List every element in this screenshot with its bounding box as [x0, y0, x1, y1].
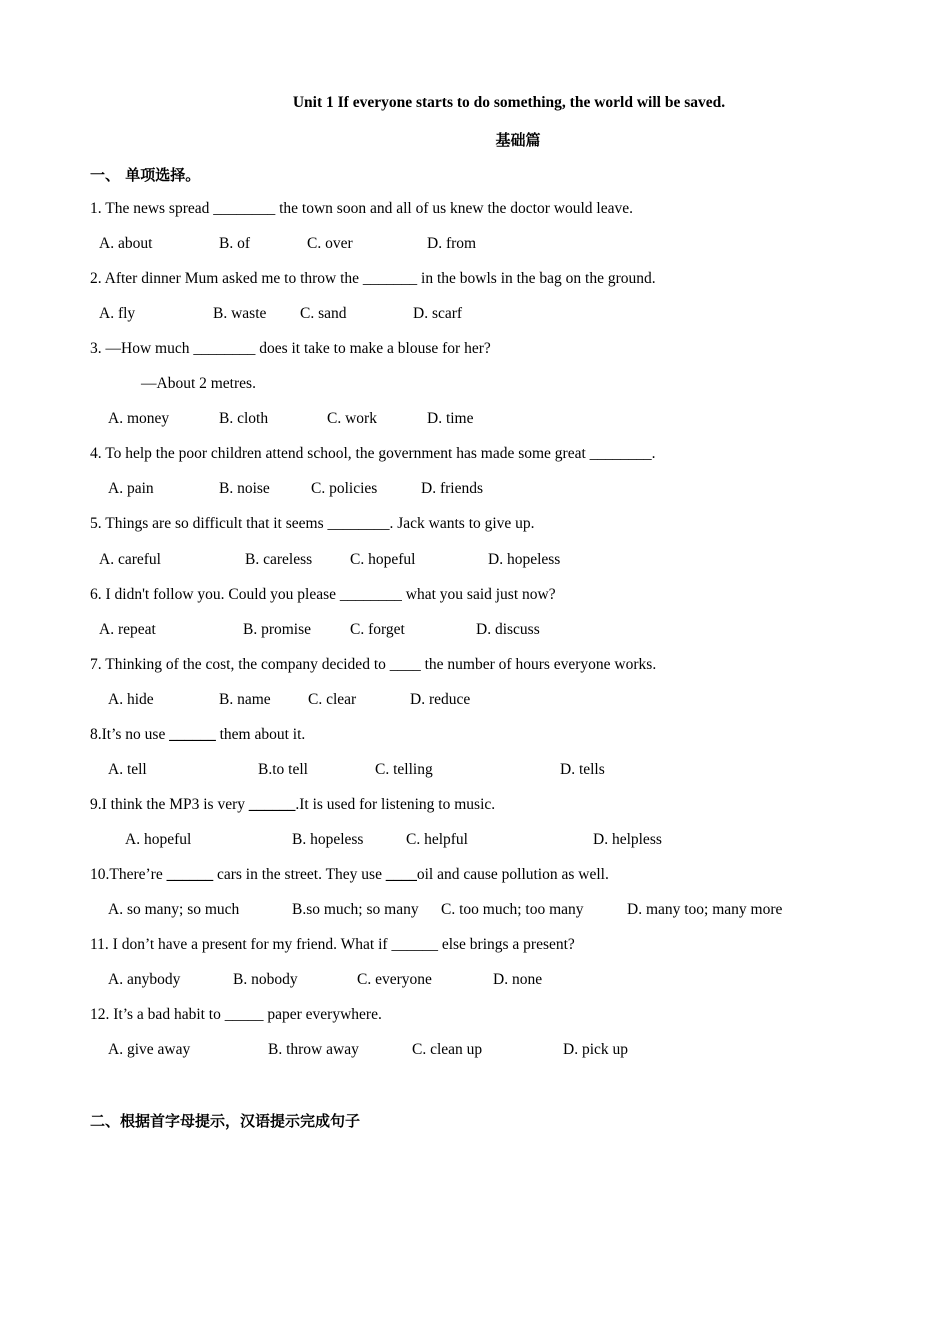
option: C. work	[327, 410, 377, 427]
option: A. pain	[108, 480, 154, 497]
question-text: 8.It’s no use	[90, 726, 170, 743]
answer-blank: ______	[166, 866, 214, 883]
option: C. policies	[311, 480, 378, 497]
section-heading-1: 一、 单项选择。	[90, 166, 201, 184]
option: A. fly	[99, 305, 136, 322]
option: A. about	[99, 235, 153, 252]
option: B. nobody	[233, 971, 298, 988]
option: D. hopeless	[488, 551, 561, 568]
answer-blank: ______	[169, 726, 216, 743]
option: C. everyone	[357, 971, 432, 988]
option: D. tells	[560, 761, 605, 778]
option: D. helpless	[593, 831, 662, 848]
option: D. many too; many more	[627, 901, 783, 918]
option: D. time	[427, 410, 474, 427]
question-8	[90, 726, 305, 744]
option: B. noise	[219, 480, 270, 497]
option: A. hide	[108, 691, 154, 708]
option: B. name	[219, 691, 271, 708]
question-12: 12. It’s a bad habit to _____ paper everywhere.	[90, 1006, 382, 1023]
option: A. careful	[99, 551, 161, 568]
question-3: 3. —How much ________ does it take to make a blouse for her?	[90, 340, 491, 357]
option: C. over	[307, 235, 353, 252]
option: A. tell	[108, 761, 147, 778]
option: C. hopeful	[350, 551, 416, 568]
document-title: Unit 1 If everyone starts to do something, the world will be saved.	[292, 94, 726, 111]
question-7: 7. Thinking of the cost, the company decided to ____ the number of hours everyone works.	[90, 656, 657, 673]
option: A. hopeful	[125, 831, 192, 848]
option: A. anybody	[108, 971, 181, 988]
option: D. none	[493, 971, 543, 988]
option: D. friends	[421, 480, 483, 497]
option: A. so many; so much	[108, 901, 240, 918]
option: C. sand	[300, 305, 347, 322]
question-11: 11. I don’t have a present for my friend. What if ______ else brings a present?	[90, 936, 575, 953]
question-text: 10.There’re	[90, 866, 167, 883]
option: D. reduce	[410, 691, 471, 708]
option: D. pick up	[563, 1041, 629, 1058]
question-9	[90, 796, 495, 814]
option: B. hopeless	[292, 831, 364, 848]
document-subtitle: 基础篇	[495, 131, 541, 149]
option: D. scarf	[413, 305, 463, 322]
question-text: oil and cause pollution as well.	[416, 866, 609, 883]
question-text: cars in the street. They use	[213, 866, 386, 883]
question-5: 5. Things are so difficult that it seems ________. Jack wants to give up.	[90, 515, 535, 532]
option: B. careless	[245, 551, 313, 568]
answer-blank: ______	[248, 796, 296, 813]
option: A. money	[108, 410, 170, 427]
option: C. forget	[350, 621, 405, 638]
question-4: 4. To help the poor children attend school, the government has made some great ________.	[90, 445, 656, 462]
question-6: 6. I didn't follow you. Could you please ________ what you said just now?	[90, 586, 556, 603]
question-text: .It is used for listening to music.	[295, 796, 496, 813]
question-2: 2. After dinner Mum asked me to throw the _______ in the bowls in the bag on the ground.	[90, 270, 656, 287]
option: A. repeat	[99, 621, 156, 638]
question-10	[90, 866, 609, 884]
option: C. clean up	[412, 1041, 483, 1058]
dialogue-answer: —About 2 metres.	[141, 375, 256, 392]
option: C. clear	[308, 691, 357, 708]
option: D. discuss	[476, 621, 540, 638]
section-heading-2: 二、根据首字母提示，汉语提示完成句子	[90, 1112, 361, 1130]
option: C. too much; too many	[441, 901, 584, 918]
question-1: 1. The news spread ________ the town soon and all of us knew the doctor would leave.	[90, 200, 633, 217]
option: B. throw away	[268, 1041, 359, 1058]
option: D. from	[427, 235, 477, 252]
option: B.to tell	[258, 761, 308, 778]
option: B. promise	[243, 621, 312, 638]
option: B. waste	[213, 305, 267, 322]
question-text: 9.I think the MP3 is very	[90, 796, 249, 813]
option: B. cloth	[219, 410, 269, 427]
option: B. of	[219, 235, 250, 252]
option: A. give away	[108, 1041, 191, 1058]
question-text: them about it.	[215, 726, 306, 743]
option: C. telling	[375, 761, 433, 778]
option: C. helpful	[406, 831, 468, 848]
answer-blank: ____	[385, 866, 417, 883]
option: B.so much; so many	[292, 901, 419, 918]
